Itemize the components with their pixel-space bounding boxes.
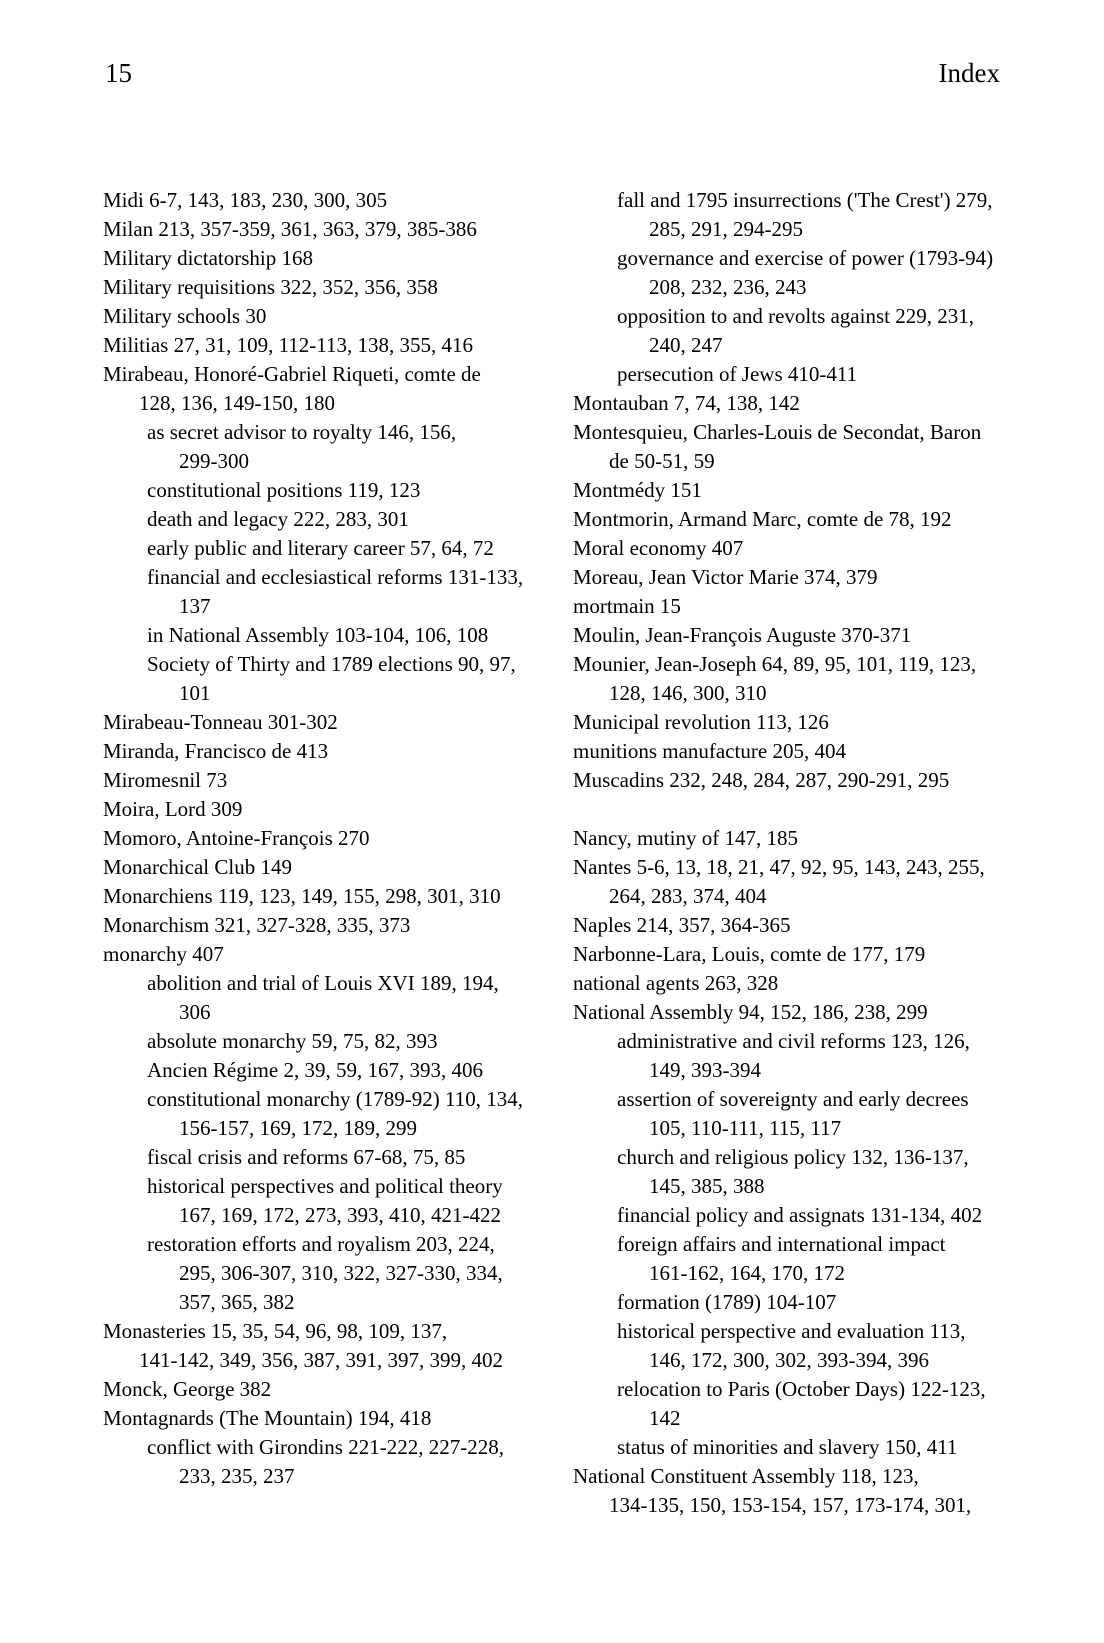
index-line: abolition and trial of Louis XVI 189, 194,	[147, 971, 499, 995]
index-line: 141-142, 349, 356, 387, 391, 397, 399, 402	[139, 1348, 503, 1372]
index-line: governance and exercise of power (1793-94)	[617, 246, 994, 270]
index-column-left	[103, 186, 529, 1520]
index-line: 299-300	[179, 449, 249, 473]
index-line: Monarchism 321, 327-328, 335, 373	[103, 913, 411, 937]
index-line: Muscadins 232, 248, 284, 287, 290-291, 295	[573, 768, 950, 792]
index-line: Monarchiens 119, 123, 149, 155, 298, 301, 310	[103, 884, 501, 908]
index-line: 142	[649, 1406, 681, 1430]
index-line: formation (1789) 104-107	[617, 1290, 837, 1314]
index-line: 128, 136, 149-150, 180	[139, 391, 335, 415]
page-header	[105, 57, 1000, 89]
index-line: Mounier, Jean-Joseph 64, 89, 95, 101, 119, 123,	[573, 652, 977, 676]
index-line: 128, 146, 300, 310	[609, 681, 767, 705]
index-line: opposition to and revolts against 229, 231,	[617, 304, 974, 328]
index-line: Montagnards (The Mountain) 194, 418	[103, 1406, 432, 1430]
index-line: 306	[179, 1000, 211, 1024]
index-columns	[103, 186, 999, 1520]
index-column-right	[573, 186, 999, 1520]
index-line: National Constituent Assembly 118, 123,	[573, 1464, 919, 1488]
index-line: national agents 263, 328	[573, 971, 779, 995]
index-line: 167, 169, 172, 273, 393, 410, 421-422	[179, 1203, 501, 1227]
index-line: status of minorities and slavery 150, 411	[617, 1435, 958, 1459]
index-line: in National Assembly 103-104, 106, 108	[147, 623, 489, 647]
index-line: Monasteries 15, 35, 54, 96, 98, 109, 137,	[103, 1319, 448, 1343]
index-line: Montmorin, Armand Marc, comte de 78, 192	[573, 507, 952, 531]
index-line: Naples 214, 357, 364-365	[573, 913, 791, 937]
index-line: assertion of sovereignty and early decrees	[617, 1087, 969, 1111]
index-line: 145, 385, 388	[649, 1174, 765, 1198]
index-line: absolute monarchy 59, 75, 82, 393	[147, 1029, 438, 1053]
index-line: Midi 6-7, 143, 183, 230, 300, 305	[103, 188, 388, 212]
index-line: Monarchical Club 149	[103, 855, 292, 879]
index-line: financial and ecclesiastical reforms 131-133,	[147, 565, 524, 589]
index-line: Municipal revolution 113, 126	[573, 710, 829, 734]
index-line: 161-162, 164, 170, 172	[649, 1261, 845, 1285]
index-line: munitions manufacture 205, 404	[573, 739, 846, 763]
index-line: Monck, George 382	[103, 1377, 272, 1401]
index-line: church and religious policy 132, 136-137,	[617, 1145, 969, 1169]
blank-line	[573, 795, 999, 824]
index-line: Mirabeau, Honoré-Gabriel Riqueti, comte de	[103, 362, 481, 386]
index-line: Moulin, Jean-François Auguste 370-371	[573, 623, 912, 647]
index-line: 295, 306-307, 310, 322, 327-330, 334,	[179, 1261, 503, 1285]
index-line: Moral economy 407	[573, 536, 744, 560]
index-line: de 50-51, 59	[609, 449, 715, 473]
index-line: Military dictatorship 168	[103, 246, 313, 270]
index-line: Narbonne-Lara, Louis, comte de 177, 179	[573, 942, 926, 966]
index-line: Militias 27, 31, 109, 112-113, 138, 355, 416	[103, 333, 474, 357]
index-line: administrative and civil reforms 123, 126,	[617, 1029, 970, 1053]
index-line: Mirabeau-Tonneau 301-302	[103, 710, 338, 734]
index-line: 208, 232, 236, 243	[649, 275, 807, 299]
index-line: Milan 213, 357-359, 361, 363, 379, 385-386	[103, 217, 477, 241]
index-line: constitutional positions 119, 123	[147, 478, 421, 502]
index-line: monarchy 407	[103, 942, 224, 966]
index-line: Momoro, Antoine-François 270	[103, 826, 370, 850]
index-line: persecution of Jews 410-411	[617, 362, 858, 386]
index-line: early public and literary career 57, 64, 72	[147, 536, 494, 560]
index-line: Ancien Régime 2, 39, 59, 167, 393, 406	[147, 1058, 483, 1082]
index-line: conflict with Girondins 221-222, 227-228,	[147, 1435, 504, 1459]
index-line: Moira, Lord 309	[103, 797, 243, 821]
index-line: Nantes 5-6, 13, 18, 21, 47, 92, 95, 143, 243, 255,	[573, 855, 985, 879]
index-line: Montesquieu, Charles-Louis de Secondat, Baron	[573, 420, 982, 444]
page-number: 15	[105, 58, 132, 88]
index-line: 146, 172, 300, 302, 393-394, 396	[649, 1348, 929, 1372]
index-line: 105, 110-111, 115, 117	[649, 1116, 842, 1140]
index-line: 240, 247	[649, 333, 723, 357]
index-line: as secret advisor to royalty 146, 156,	[147, 420, 457, 444]
index-line: 233, 235, 237	[179, 1464, 295, 1488]
index-line: financial policy and assignats 131-134, 402	[617, 1203, 983, 1227]
index-line: historical perspective and evaluation 113,	[617, 1319, 966, 1343]
index-line: Nancy, mutiny of 147, 185	[573, 826, 798, 850]
index-line: fiscal crisis and reforms 67-68, 75, 85	[147, 1145, 466, 1169]
index-line: relocation to Paris (October Days) 122-123,	[617, 1377, 986, 1401]
index-line: historical perspectives and political theory	[147, 1174, 503, 1198]
index-line: Military schools 30	[103, 304, 267, 328]
index-line: Miranda, Francisco de 413	[103, 739, 329, 763]
index-line: 149, 393-394	[649, 1058, 761, 1082]
index-line: fall and 1795 insurrections ('The Crest') 279,	[617, 188, 993, 212]
index-line: Military requisitions 322, 352, 356, 358	[103, 275, 438, 299]
index-line: Society of Thirty and 1789 elections 90, 97,	[147, 652, 516, 676]
index-line: National Assembly 94, 152, 186, 238, 299	[573, 1000, 928, 1024]
index-line: 285, 291, 294-295	[649, 217, 803, 241]
index-line: Miromesnil 73	[103, 768, 228, 792]
page-title: Index	[938, 58, 1000, 88]
index-line: 137	[179, 594, 211, 618]
index-line: foreign affairs and international impact	[617, 1232, 946, 1256]
index-line: Montmédy 151	[573, 478, 702, 502]
index-line: 357, 365, 382	[179, 1290, 295, 1314]
index-line: Montauban 7, 74, 138, 142	[573, 391, 800, 415]
index-line: Moreau, Jean Victor Marie 374, 379	[573, 565, 878, 589]
index-line: 156-157, 169, 172, 189, 299	[179, 1116, 417, 1140]
index-line: 264, 283, 374, 404	[609, 884, 767, 908]
index-line: restoration efforts and royalism 203, 224,	[147, 1232, 495, 1256]
index-line: death and legacy 222, 283, 301	[147, 507, 409, 531]
index-line: 134-135, 150, 153-154, 157, 173-174, 301,	[609, 1493, 972, 1517]
index-line: constitutional monarchy (1789-92) 110, 134,	[147, 1087, 523, 1111]
index-line: mortmain 15	[573, 594, 681, 618]
index-line: 101	[179, 681, 211, 705]
